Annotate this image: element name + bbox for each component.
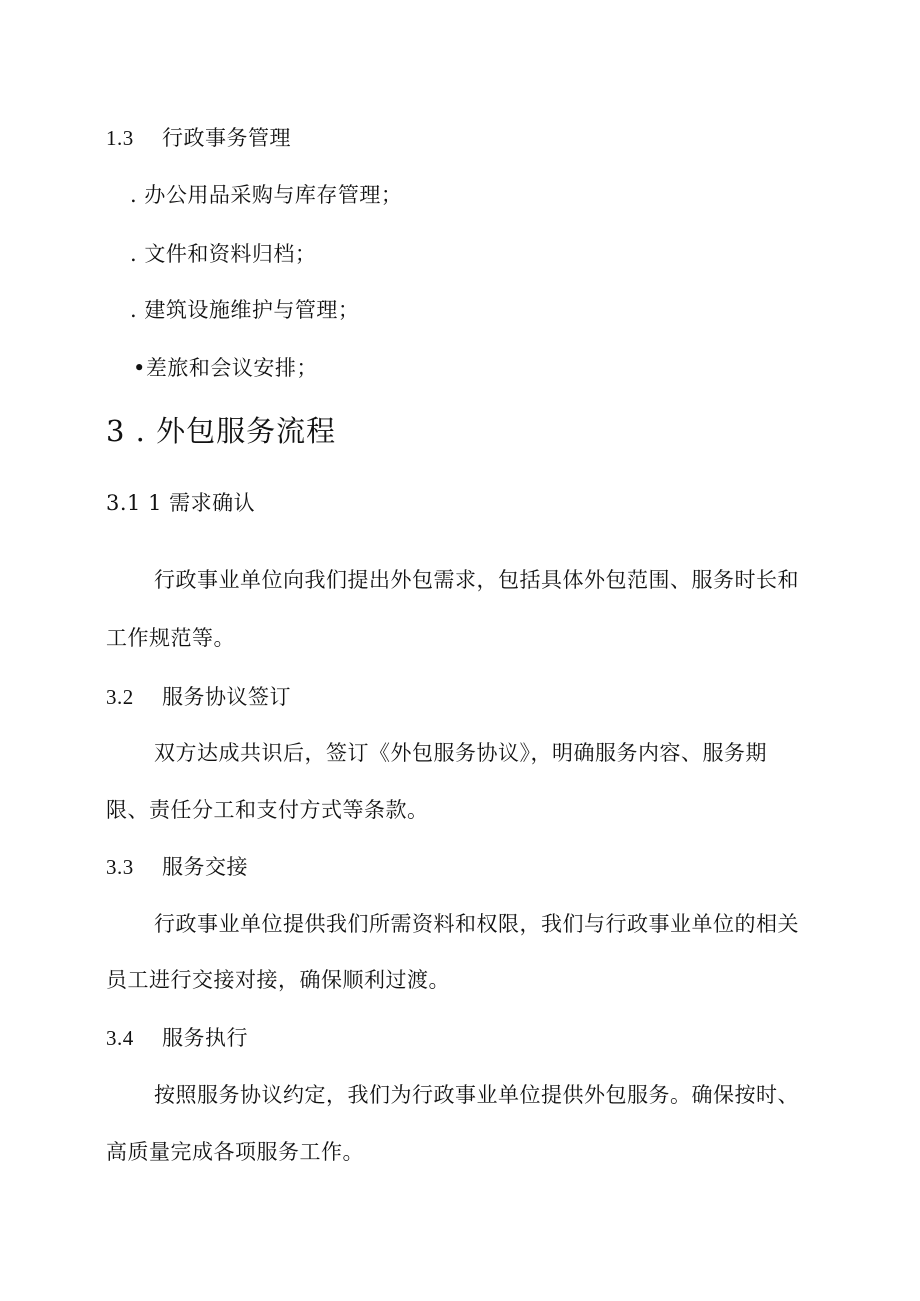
list-item: . 建筑设施维护与管理； — [130, 298, 360, 322]
list-item: •差旅和会议安排； — [133, 356, 318, 380]
paragraph-line: 高质量完成各项服务工作。 — [106, 1140, 364, 1164]
section-heading-3-4 — [106, 1024, 248, 1052]
section-heading-3-1: 3.1 1 需求确认 — [106, 491, 256, 515]
paragraph-line: 行政事业单位向我们提出外包需求，包括具体外包范围、服务时长和 — [154, 568, 799, 592]
paragraph-line: 限、责任分工和支付方式等条款。 — [106, 798, 429, 822]
section-number: 3.4 — [106, 1026, 134, 1050]
section-title: 行政事务管理 — [162, 126, 291, 150]
paragraph-line: 工作规范等。 — [106, 626, 235, 650]
list-item: . 文件和资料归档； — [130, 242, 317, 266]
section-title: 服务交接 — [162, 855, 248, 879]
paragraph-line: 按照服务协议约定，我们为行政事业单位提供外包服务。确保按时、 — [154, 1083, 799, 1107]
section-heading-3-2 — [106, 683, 291, 711]
section-title: 服务执行 — [162, 1026, 248, 1050]
paragraph-line: 员工进行交接对接，确保顺利过渡。 — [106, 968, 450, 992]
paragraph-line: 行政事业单位提供我们所需资料和权限，我们与行政事业单位的相关 — [154, 912, 799, 936]
section-number: 1.3 — [106, 126, 134, 150]
list-item: . 办公用品采购与库存管理； — [130, 183, 403, 207]
section-title: 服务协议签订 — [162, 685, 291, 709]
section-number: 3.2 — [106, 685, 134, 709]
paragraph-line: 双方达成共识后，签订《外包服务协议》，明确服务内容、服务期 — [154, 741, 767, 765]
section-heading-3-3 — [106, 853, 248, 881]
section-number: 3.3 — [106, 855, 134, 879]
section-heading-1-3 — [106, 124, 291, 152]
chapter-heading: 3 . 外包服务流程 — [106, 414, 337, 448]
